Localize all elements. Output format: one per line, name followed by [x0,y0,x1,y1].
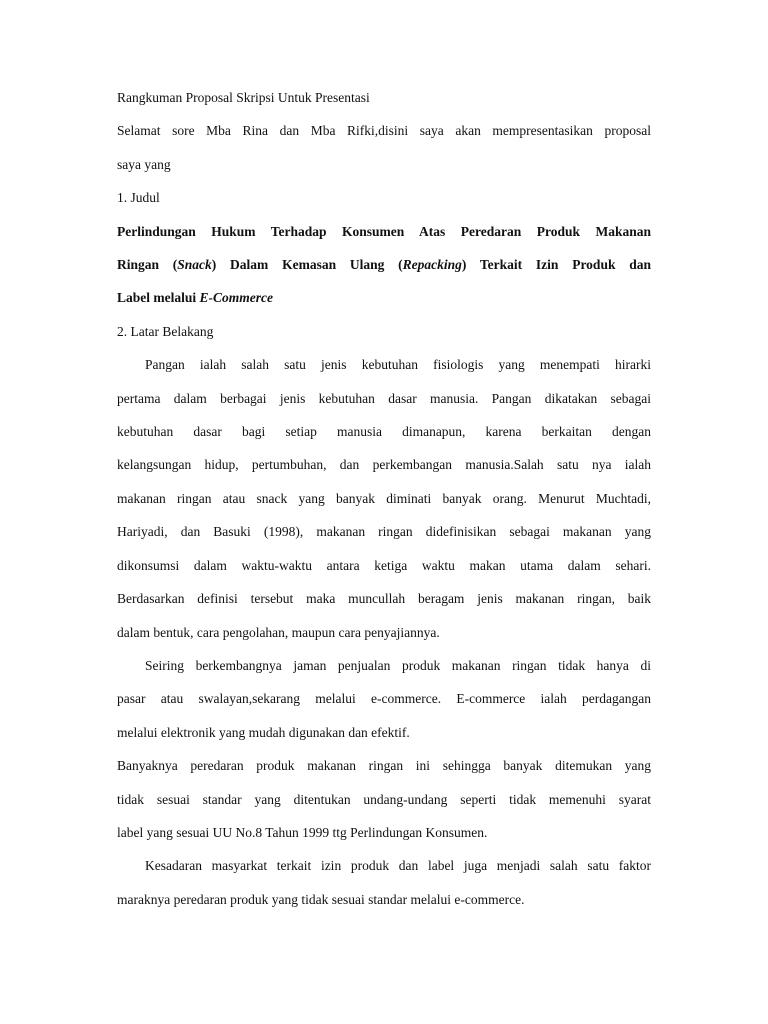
para-1-line: Berdasarkan definisi tersebut maka muncullah beragam jenis makanan ringan, baik [117,591,651,607]
greeting-line-2: saya yang [117,156,171,172]
para-3-line: Banyaknya peredaran produk makanan ringan ini sehingga banyak ditemukan yang [117,758,651,774]
para-4-line: Kesadaran masyarkat terkait izin produk dan label juga menjadi salah satu faktor [145,858,651,874]
para-3-line: label yang sesuai UU No.8 Tahun 1999 ttg Perlindungan Konsumen. [117,824,488,840]
section-1-label: 1. Judul [117,190,160,206]
title-line-3 [117,281,651,314]
para-3-line: tidak sesuai standar yang ditentukan undang-undang seperti tidak memenuhi syarat [117,791,651,807]
title-line-1: Perlindungan Hukum Terhadap Konsumen Atas Peredaran Produk Makanan [117,223,651,239]
greeting-line-1: Selamat sore Mba Rina dan Mba Rifki,disini saya akan mempresentasikan proposal [117,123,651,139]
para-4-line: maraknya peredaran produk yang tidak sesuai standar melalui e-commerce. [117,891,525,907]
para-1-line: Pangan ialah salah satu jenis kebutuhan fisiologis yang menempati hirarki [145,357,651,373]
para-1-line: Hariyadi, dan Basuki (1998), makanan ringan didefinisikan sebagai makanan yang [117,524,651,540]
title-line-2-part-a: Ringan ( [117,257,178,273]
title-line-3-part-a: Label melalui [117,290,200,306]
document-body [117,81,651,916]
document-heading: Rangkuman Proposal Skripsi Untuk Presentasi [117,90,370,105]
section-2-label: 2. Latar Belakang [117,323,214,339]
para-1-line: dikonsumsi dalam waktu-waktu antara ketiga waktu makan utama dalam sehari. [117,557,651,573]
para-1-line: kebutuhan dasar bagi setiap manusia dimanapun, karena berkaitan dengan [117,424,651,440]
para-1-line: makanan ringan atau snack yang banyak diminati banyak orang. Menurut Muchtadi, [117,490,651,506]
para-1-line: kelangsungan hidup, pertumbuhan, dan perkembangan manusia.Salah satu nya ialah [117,457,651,473]
title-term-repacking: Repacking [402,257,462,273]
title-line-2-part-c: ) Dalam Kemasan Ulang ( [211,257,403,273]
title-line-2-part-e: ) Terkait Izin Produk dan [461,257,651,273]
para-1-line: pertama dalam berbagai jenis kebutuhan dasar manusia. Pangan dikatakan sebagai [117,390,651,406]
para-2-line: Seiring berkembangnya jaman penjualan produk makanan ringan tidak hanya di [145,657,651,673]
para-2-line: melalui elektronik yang mudah digunakan dan efektif. [117,724,410,740]
title-term-snack: Snack [177,257,212,273]
title-line-2 [117,248,651,281]
para-2-line: pasar atau swalayan,sekarang melalui e-commerce. E-commerce ialah perdagangan [117,691,651,707]
para-1-line: dalam bentuk, cara pengolahan, maupun cara penyajiannya. [117,624,440,640]
title-term-ecommerce: E-Commerce [199,290,274,306]
